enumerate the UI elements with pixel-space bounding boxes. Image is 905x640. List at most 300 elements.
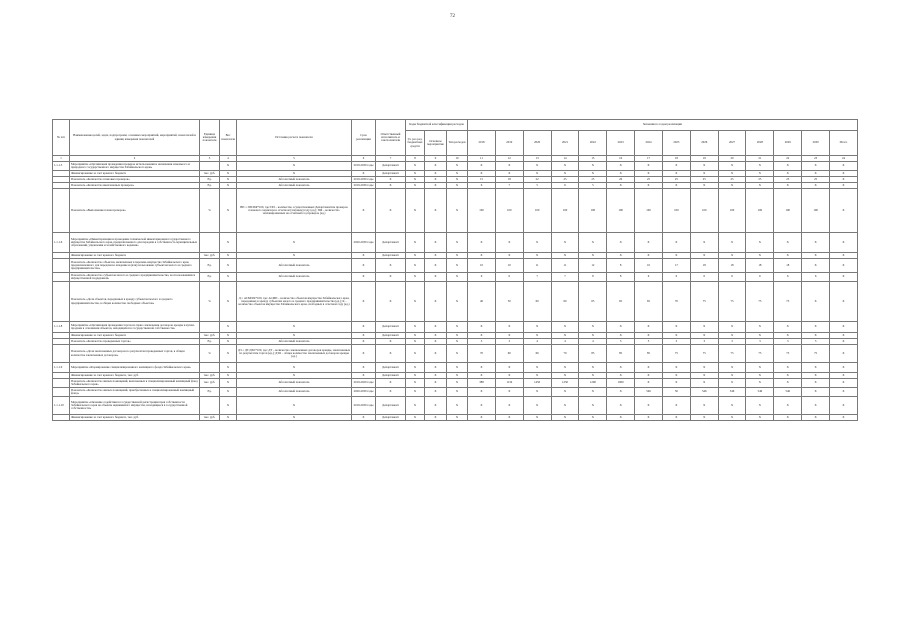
row-formula: Абсолютный показатель [237, 339, 352, 345]
row-value: X [551, 162, 579, 171]
row-unit: тыс. руб. [200, 373, 220, 379]
row-code: X [425, 253, 447, 259]
row-unit: % [200, 189, 220, 233]
row-value: X [718, 183, 746, 189]
row-value: X [802, 333, 830, 339]
column-number: 3 [200, 156, 220, 162]
row-value: X [579, 397, 607, 415]
column-number: 13 [523, 156, 551, 162]
row-code: X [425, 273, 447, 282]
row-code: X [447, 397, 468, 415]
row-value: X [746, 162, 774, 171]
column-number: 14 [551, 156, 579, 162]
row-value: X [802, 388, 830, 397]
row-name: Мероприятие «Оказание содействия в государственной регистрации прав собственности Забайкальского края на объекты недвижимого имущества, находящиеся в государственной собственности» [70, 397, 200, 415]
row-value: 11 [551, 259, 579, 273]
row-value: X [746, 373, 774, 379]
row-code: X [425, 162, 447, 171]
row-name: Показатель «Количество жилых помещений, включенных в специализированный жилищный фонд Забайкальского края» [71, 378, 198, 386]
row-code: X [447, 373, 468, 379]
row-value: 6 [662, 273, 690, 282]
row-name: Финансирование за счет краевого бюджета [70, 253, 200, 259]
row-value: X [802, 183, 830, 189]
header-code-sub: Тип расходов [447, 131, 468, 156]
row-number: 1.1.1.8 [53, 322, 70, 333]
row-value: X [718, 363, 746, 373]
row-value: 18 [495, 177, 523, 183]
row-value: X [635, 253, 663, 259]
row-responsible: X [376, 273, 406, 282]
row-period: 2020-2030 годы [352, 233, 376, 253]
row-code: X [425, 345, 447, 363]
header-year: 2026 [690, 131, 718, 156]
row-code: X [447, 282, 468, 322]
row-value: X [802, 259, 830, 273]
row-formula: X [237, 397, 352, 415]
row-value: X [635, 397, 663, 415]
row-code: X [406, 339, 425, 345]
row-value: X [746, 415, 774, 421]
table-row [53, 322, 858, 333]
row-value: X [607, 363, 635, 373]
row-period: 2020-2030 годы [352, 388, 376, 397]
header-year: 2023 [607, 131, 635, 156]
column-number: 11 [468, 156, 496, 162]
row-value: X [607, 233, 635, 253]
row-period: 2019-2020 годы [352, 379, 376, 388]
row-value: X [607, 388, 635, 397]
row-value: X [662, 162, 690, 171]
row-value: X [607, 322, 635, 333]
row-value: 75 [690, 345, 718, 363]
row-number [53, 282, 70, 322]
document-sheet [52, 119, 857, 421]
row-unit: тыс. руб. [200, 333, 220, 339]
row-value: X [607, 333, 635, 339]
row-value: 5 [523, 183, 551, 189]
row-value: X [802, 282, 830, 322]
row-value: 3 [718, 339, 746, 345]
row-value: X [579, 373, 607, 379]
row-responsible: X [376, 379, 406, 388]
row-code: X [425, 322, 447, 333]
row-value: 100 [495, 189, 523, 233]
row-responsible: Департамент [376, 162, 406, 171]
row-number: 1.1.1.9 [53, 363, 70, 373]
row-value: 1000 [607, 379, 635, 388]
row-value: 8 [607, 259, 635, 273]
column-number: 22 [774, 156, 802, 162]
header-year: 2030 [802, 131, 830, 156]
row-value: X [829, 333, 857, 339]
row-unit: Ед. [200, 183, 220, 189]
row-value: 15 [468, 177, 496, 183]
row-value: X [662, 415, 690, 421]
row-value: X [551, 253, 579, 259]
row-value: X [746, 397, 774, 415]
row-value: X [746, 363, 774, 373]
row-value: 1250 [551, 379, 579, 388]
row-code: X [425, 397, 447, 415]
row-code: X [406, 253, 425, 259]
row-value: X [662, 183, 690, 189]
row-value: 6 [774, 273, 802, 282]
row-value: X [774, 379, 802, 388]
row-value: X [635, 363, 663, 373]
row-value: X [829, 253, 857, 259]
row-value: 18 [718, 259, 746, 273]
row-formula: X [237, 415, 352, 421]
row-number [53, 345, 70, 363]
row-code: X [447, 233, 468, 253]
row-value: 75 [774, 282, 802, 322]
row-value: X [718, 233, 746, 253]
row-value: X [662, 253, 690, 259]
row-value: 3 [774, 339, 802, 345]
row-formula: X [237, 333, 352, 339]
row-value: 546 [690, 388, 718, 397]
row-value: 5 [579, 183, 607, 189]
row-value: 22 [523, 177, 551, 183]
column-number: 12 [495, 156, 523, 162]
row-period: X [352, 415, 376, 421]
row-value: X [690, 183, 718, 189]
row-value: 11 [523, 259, 551, 273]
row-unit: % [200, 345, 220, 363]
row-formula: Абсолютный показатель [237, 379, 352, 388]
row-value: X [829, 183, 857, 189]
row-value: X [829, 373, 857, 379]
header-year: 2020 [523, 131, 551, 156]
row-value: 100 [523, 189, 551, 233]
row-weight: X [220, 415, 237, 421]
row-value: 100 [690, 189, 718, 233]
row-value: X [802, 253, 830, 259]
column-number: 9 [425, 156, 447, 162]
row-value: X [551, 322, 579, 333]
row-unit: Ед. [200, 273, 220, 282]
row-value: 100 [802, 189, 830, 233]
row-name: Показатель «Доля заключенных договоров по результатам проведенных торгов, в общем количестве заключенных договоров» [70, 345, 200, 363]
row-value: X [607, 415, 635, 421]
row-code: X [406, 259, 425, 273]
row-value: 4 [551, 339, 579, 345]
row-period: X [352, 373, 376, 379]
row-value: X [829, 162, 857, 171]
row-code: X [425, 259, 447, 273]
row-value: X [579, 363, 607, 373]
row-responsible: X [376, 345, 406, 363]
row-weight: X [220, 397, 237, 415]
row-value: X [551, 171, 579, 177]
row-weight: X [220, 333, 237, 339]
row-formula: Абсолютный показатель [237, 273, 352, 282]
row-value: X [495, 322, 523, 333]
row-formula: X [237, 363, 352, 373]
row-code: X [406, 162, 425, 171]
row-value: 4 [523, 339, 551, 345]
table-row [53, 259, 858, 273]
row-value: X [690, 397, 718, 415]
row-value: X [468, 373, 496, 379]
row-formula: X [237, 233, 352, 253]
row-weight: X [220, 273, 237, 282]
row-value: 25 [746, 177, 774, 183]
row-value: X [774, 333, 802, 339]
row-value: X [662, 397, 690, 415]
row-value: X [690, 379, 718, 388]
row-code: X [425, 363, 447, 373]
row-value: 6 [802, 273, 830, 282]
row-value: X [829, 388, 857, 397]
column-number: 8 [406, 156, 425, 162]
row-value: X [579, 233, 607, 253]
row-weight: X [220, 162, 237, 171]
row-name: Показатель «Количество объектов, включенных в перечень имущества Забайкальского края, предназначенного для передачи во владение и (или) пользование субъектам малого и среднего предпринимательства» [70, 259, 200, 273]
header-row [53, 120, 858, 131]
row-value: 75 [802, 345, 830, 363]
row-unit [200, 233, 220, 253]
row-value: 10 [635, 259, 663, 273]
row-weight: X [220, 259, 237, 273]
row-code: X [406, 397, 425, 415]
row-formula: X [237, 253, 352, 259]
row-weight: X [220, 379, 237, 388]
row-value: X [635, 183, 663, 189]
row-code: X [425, 171, 447, 177]
row-value: 8 [579, 273, 607, 282]
row-responsible: X [376, 388, 406, 397]
header-year: 2018 [468, 131, 496, 156]
row-value: X [690, 233, 718, 253]
table-row [53, 363, 858, 373]
program-indicators-table [52, 119, 858, 421]
row-value: X [607, 373, 635, 379]
row-value: X [635, 171, 663, 177]
row-value: 1134 [495, 379, 523, 388]
row-formula: X [237, 373, 352, 379]
row-value: X [468, 233, 496, 253]
row-name: Мероприятие «Формирование специализированного жилищного фонда Забайкальского края» [70, 363, 200, 373]
row-value: X [690, 415, 718, 421]
row-number [53, 189, 70, 233]
row-responsible: Департамент [376, 233, 406, 253]
row-value: X [718, 162, 746, 171]
header-year: 2027 [718, 131, 746, 156]
row-value: 100 [635, 189, 663, 233]
row-value: 100 [551, 189, 579, 233]
row-unit: % [200, 282, 220, 322]
row-value: X [774, 373, 802, 379]
row-value: X [829, 322, 857, 333]
row-name: Показатель «Количество проведенных торгов» [70, 339, 200, 345]
row-value: 546 [774, 388, 802, 397]
row-code: X [447, 177, 468, 183]
table-row [53, 397, 858, 415]
table-body [53, 120, 858, 421]
row-value: X [551, 373, 579, 379]
row-value: X [495, 397, 523, 415]
row-value: 50 [495, 282, 523, 322]
row-value: X [635, 233, 663, 253]
row-value: X [523, 333, 551, 339]
row-value: X [718, 322, 746, 333]
row-value: 3 [635, 339, 663, 345]
row-code: X [425, 373, 447, 379]
row-value: 3 [607, 339, 635, 345]
column-number: 5 [237, 156, 352, 162]
row-weight: X [220, 189, 237, 233]
row-unit: Ед. [200, 177, 220, 183]
row-value: X [746, 253, 774, 259]
row-value: X [662, 363, 690, 373]
row-value: X [495, 373, 523, 379]
row-value: 75 [718, 282, 746, 322]
row-value: 85 [635, 345, 663, 363]
row-value: X [495, 253, 523, 259]
header-year: 2028 [746, 131, 774, 156]
row-code: X [447, 363, 468, 373]
row-code: X [406, 388, 425, 397]
row-number [53, 259, 70, 273]
row-value: 75 [746, 345, 774, 363]
row-value: X [774, 162, 802, 171]
row-value: X [802, 373, 830, 379]
row-unit: тыс. руб. [200, 171, 220, 177]
header-col-weight: Вес показателя [220, 120, 237, 156]
row-value: X [690, 373, 718, 379]
row-unit: тыс. руб. [200, 253, 220, 259]
row-name: Показатель «Количество жилых помещений, приобретенных в специализированный жилищный фонд» [70, 388, 200, 397]
row-code: X [447, 388, 468, 397]
table-row [53, 388, 858, 397]
row-value: 50 [662, 388, 690, 397]
row-code: X [425, 388, 447, 397]
row-code: X [447, 345, 468, 363]
row-value: 6 [746, 273, 774, 282]
row-value: X [746, 333, 774, 339]
row-name: Финансирование за счет краевого бюджета [70, 333, 200, 339]
header-year: 2024 [635, 131, 663, 156]
row-value: X [468, 333, 496, 339]
row-value: 25 [774, 177, 802, 183]
row-value: X [718, 415, 746, 421]
header-year: 2019 [495, 131, 523, 156]
row-value: X [802, 233, 830, 253]
row-value: 10 [468, 259, 496, 273]
row-value: X [551, 233, 579, 253]
row-period: 2019-2030 годы [352, 397, 376, 415]
row-value: 100 [774, 189, 802, 233]
row-value: X [579, 162, 607, 171]
row-name: Показатель «Количество плановых проверок» [70, 177, 200, 183]
row-value: X [468, 322, 496, 333]
row-value: X [523, 233, 551, 253]
row-code: X [447, 162, 468, 171]
row-value: X [635, 322, 663, 333]
row-value: X [829, 282, 857, 322]
row-weight: X [220, 171, 237, 177]
row-value: 60 [523, 282, 551, 322]
row-value: X [690, 171, 718, 177]
row-value: 1200 [579, 379, 607, 388]
row-value: 18 [774, 259, 802, 273]
row-value: 75 [718, 345, 746, 363]
row-value: X [495, 415, 523, 421]
row-code: X [406, 282, 425, 322]
row-unit: тыс. руб. [200, 379, 220, 388]
row-value: X [523, 388, 551, 397]
row-value: 26 [607, 177, 635, 183]
row-value: X [829, 345, 857, 363]
header-col-period: Срок реализации [352, 120, 376, 156]
row-value: X [635, 415, 663, 421]
row-value: X [829, 233, 857, 253]
row-value: 100 [746, 189, 774, 233]
header-col-name: Наименование целей, задач, подпрограмм, основных мероприятий, мероприятий, показателей и единиц измерения показателей [70, 120, 200, 156]
row-value: 7 [551, 273, 579, 282]
column-number: 4 [220, 156, 237, 162]
row-number [53, 273, 70, 282]
row-value: 66 [523, 345, 551, 363]
table-row [53, 345, 858, 363]
column-number: 15 [579, 156, 607, 162]
row-period: X [352, 345, 376, 363]
row-value: X [690, 162, 718, 171]
row-code: X [406, 379, 425, 388]
row-value: 8 [607, 273, 635, 282]
row-value: 25 [662, 177, 690, 183]
row-value: X [579, 253, 607, 259]
row-unit: Ед. [200, 259, 220, 273]
row-code: X [425, 233, 447, 253]
row-value: 25 [635, 177, 663, 183]
row-code: X [406, 363, 425, 373]
row-code: X [406, 415, 425, 421]
row-value: X [829, 259, 857, 273]
row-responsible: X [376, 339, 406, 345]
row-period: 2019-2030 годы [352, 183, 376, 189]
row-formula: ВП = ПП/ПФ*100, где: ПП – количество осуществленных Департаментом проверок планового характера в отчетном (текущем) году (ед.); ПФ – количество запланированных на отчетный год проверок (ед.) [237, 189, 352, 233]
row-code: X [406, 322, 425, 333]
row-value: 25 [551, 177, 579, 183]
row-code: X [447, 253, 468, 259]
row-value: 6 [718, 273, 746, 282]
row-value: X [746, 233, 774, 253]
row-responsible: X [376, 282, 406, 322]
row-unit: тыс. руб. [200, 415, 220, 421]
row-value: X [495, 388, 523, 397]
page-number: 72 [450, 14, 455, 19]
row-value: X [829, 273, 857, 282]
row-period: X [352, 339, 376, 345]
row-period: X [352, 333, 376, 339]
row-code: X [425, 339, 447, 345]
row-formula: Д = АСМП/К*100, где: АСМП – количество объектов имущества Забайкальского края, переданных в аренду субъектам малого и среднего предпринимательства (ед.); К – количество объектов имущества Забайкальского края, свободных в отчетном году (ед.) [237, 282, 352, 322]
row-value: X [802, 162, 830, 171]
row-unit [200, 162, 220, 171]
table-row [53, 189, 858, 233]
row-value: X [774, 363, 802, 373]
row-period: X [352, 322, 376, 333]
row-value: X [607, 171, 635, 177]
row-formula: Абсолютный показатель [237, 177, 352, 183]
row-value: 6 [551, 183, 579, 189]
row-value: 6 [690, 273, 718, 282]
row-value: X [551, 363, 579, 373]
row-value: 100 [607, 189, 635, 233]
row-responsible: Департамент [376, 397, 406, 415]
